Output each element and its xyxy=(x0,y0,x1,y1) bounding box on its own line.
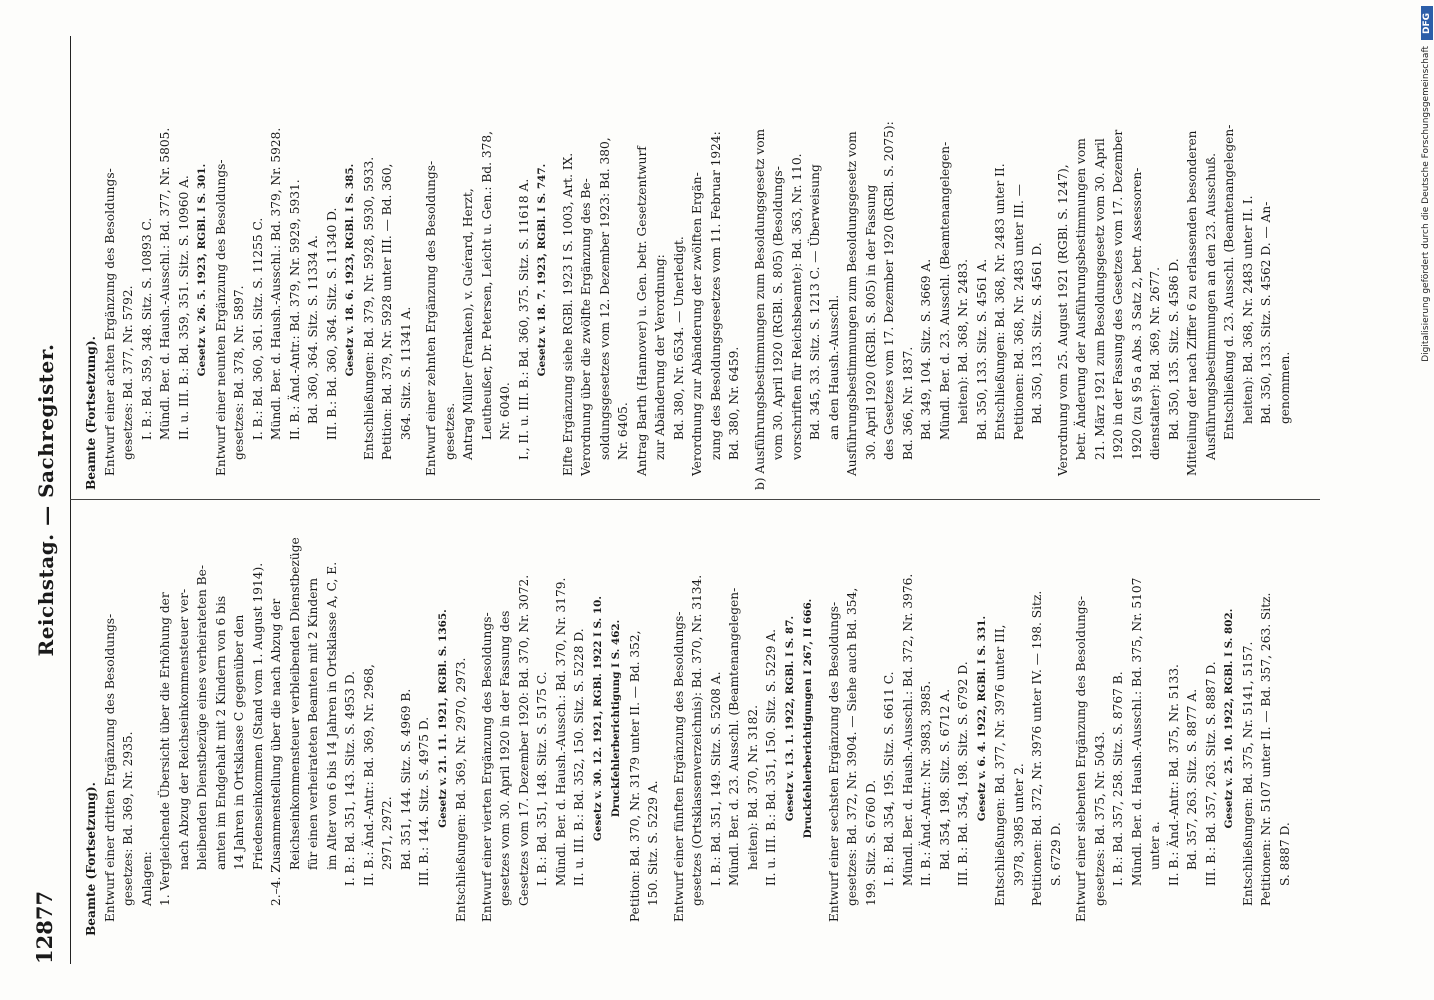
entry-line: I. B.: Bd. 351, 149. Sitz. S. 5208 A. xyxy=(708,671,723,886)
entry-line: gesetzes vom 30. April 1920 in der Fassung des xyxy=(498,610,512,906)
entry-line: Verordnung über die zwölfte Ergänzung des Be- xyxy=(579,178,593,476)
entry-line: Petitionen: Bd. 372, Nr. 3976 unter IV. — 198. Sitz. xyxy=(1030,590,1044,906)
entry-line: III. B.: Bd. 357, 263. Sitz. S. 8887 D. xyxy=(1203,661,1218,886)
entry-line: Bd. 354, 198. Sitz. S. 6712 A. xyxy=(937,688,952,870)
entry-line: Anlagen: xyxy=(139,851,154,906)
entry-line: I. B.: Bd. 351, 143. Sitz. S. 4953 D. xyxy=(343,671,357,886)
entry-line: Reichseinkommensteuer verbleibenden Dienstbezüge xyxy=(287,537,302,870)
entry-line: Entwurf einer sechsten Ergänzung des Besoldungs- xyxy=(826,601,841,922)
entry-line: 1. Vergleichende Übersicht über die Erhöhung der xyxy=(158,592,172,906)
entry-line: im Alter von 6 bis 14 Jahren in Ortsklasse A, C, E. xyxy=(324,561,339,870)
entry-line: Petition: Bd. 379, Nr. 5928 unter III. — Bd. 360, xyxy=(380,163,394,460)
entry-line: betr. Änderung der Ausführungsbestimmungen vom xyxy=(1074,138,1088,460)
entry-line: nach Abzug der Reichseinkommensteuer ver- xyxy=(176,588,191,870)
entry-line: Mündl. Ber. d. Haush.-Ausschl.: Bd. 375, Nr. 5107 xyxy=(1129,577,1144,886)
entry-line: II. u. III. B.: Bd. 352, 150. Sitz. S. 5228 D. xyxy=(572,628,586,886)
page-header xyxy=(28,36,68,964)
entry-line: II. B.: Änd.-Antr.: Bd. 379, Nr. 5929, 5931. xyxy=(287,179,302,440)
entry-line: Leutheußer, Dr. Petersen, Leicht u. Gen.: Bd. 378, xyxy=(479,131,494,440)
entry-line: Entschließung d. 23. Ausschl. (Beamtenangelegen- xyxy=(1222,124,1236,440)
entry-line: Bd. 350, 133. Sitz. S. 4562 D. — An- xyxy=(1259,201,1273,424)
entry-line: heiten): Bd. 368, Nr. 2483 unter II. I. xyxy=(1240,195,1255,424)
entry-line: Verordnung vom 25. August 1921 (RGBl. S. 1247), xyxy=(1055,164,1070,476)
entry-line: II. B.: Änd.-Antr.: Nr. 3983, 3985. xyxy=(919,680,933,886)
entry-line: Ausführungsbestimmungen an den 23. Ausschuß. xyxy=(1203,153,1218,460)
entry-line: b) Ausführungsbestimmungen zum Besoldungsgesetz vom xyxy=(752,128,767,490)
entry-line: III. B.: Bd. 354, 198. Sitz. S. 6792 D. xyxy=(956,661,970,886)
entry-line: gesetzes: Bd. 378, Nr. 5897. xyxy=(232,285,246,460)
entry-line: vorschriften für Reichsbeamte): Bd. 363, Nr. 110. xyxy=(789,153,804,460)
entry-line: Mündl. Ber. d. Haush.-Ausschl.: Bd. 377, Nr. 5805. xyxy=(158,127,172,440)
entry-line: 3978, 3985 unter 2. xyxy=(1011,763,1026,886)
entry-line: II. B.: Änd.-Antr.: Bd. 369, Nr. 2968, xyxy=(361,664,376,886)
entry-line: Entschließungen: Bd. 368, Nr. 2483 unter II. xyxy=(993,163,1007,440)
entry-line: gesetzes: Bd. 377, Nr. 5792. xyxy=(121,285,135,460)
entry-line: I., II. u. III. B.: Bd. 360, 375. Sitz. S. 11618 A. xyxy=(516,178,531,460)
entry-line: zung des Besoldungsgesetzes vom 11. Februar 1924: xyxy=(708,131,723,460)
entry-line: Mündl. Ber. d. 23. Ausschl. (Beamtenangelegen- xyxy=(937,141,952,440)
entry-line: 21. März 1921 zum Besoldungsgesetz vom 30. April xyxy=(1092,138,1107,460)
entry-line: Nr. 6405. xyxy=(616,402,630,460)
entry-line: heiten): Bd. 370, Nr. 3182. xyxy=(745,705,760,870)
entry-line: gesetzes (Ortsklassenverzeichnis): Bd. 370, Nr. 3134. xyxy=(690,574,704,906)
entry-line: 364. Sitz. S. 11341 A. xyxy=(398,306,413,440)
entry-line: Bd. 380, Nr. 6534. — Unerledigt. xyxy=(671,236,686,440)
entry-line: Mitteilung der nach Ziffer 6 zu erlassenden besonderen xyxy=(1185,130,1199,476)
law-reference: Gesetz v. 21. 11. 1921, RGBl. S. 1365. xyxy=(436,609,449,828)
funding-credit xyxy=(1421,6,1434,1000)
entry-line: 2971, 2972. xyxy=(380,796,394,870)
section-heading: Beamte (Fortsetzung). xyxy=(84,782,98,936)
entry-line: Entschließungen: Bd. 369, Nr. 2970, 2973. xyxy=(454,657,468,922)
funding-credit-text: Digitalisierung gefördert durch die Deutsche Forschungsgemeinschaft xyxy=(1421,46,1431,362)
entry-line: I. B.: Bd. 351, 148. Sitz. S. 5175 C. xyxy=(535,671,549,886)
entry-line: Mündl. Ber. d. Haush.-Ausschl.: Bd. 379, Nr. 5928. xyxy=(269,127,283,440)
entry-line: dienstalter): Bd. 369, Nr. 2677. xyxy=(1148,266,1162,460)
entry-line: Verordnung zur Abänderung der zwölften Ergän- xyxy=(690,172,704,476)
entry-line: Entwurf einer vierten Ergänzung des Besoldungs- xyxy=(479,612,494,922)
entry-line: S. 6729 D. xyxy=(1048,822,1063,886)
entry-line: Bd. 349, 104. Sitz. S. 3669 A. xyxy=(919,258,933,440)
entry-line: Petitionen: Bd. 368, Nr. 2483 unter III. — xyxy=(1011,184,1026,440)
law-reference: Gesetz v. 18. 6. 1923, RGBl. I S. 385. xyxy=(344,163,356,377)
entry-line: Entschließungen: Bd. 375, Nr. 5141, 5157. xyxy=(1240,641,1255,906)
entry-line: Bd. 380, Nr. 6459. xyxy=(727,346,741,460)
entry-line: gesetzes. xyxy=(442,402,457,460)
entry-line: Antrag Müller (Franken), v. Guérard, Herzt, xyxy=(461,188,475,460)
entry-line: 30. April 1920 (RGBl. S. 805) in der Fassung xyxy=(863,184,878,460)
entry-line: II. u. III. B.: Bd. 351, 150. Sitz. S. 5229 A. xyxy=(764,628,778,886)
entry-line: S. 8887 D. xyxy=(1277,822,1292,886)
entry-line: III. B.: 144. Sitz. S. 4975 D. xyxy=(417,716,431,886)
entry-line: unter a. xyxy=(1148,821,1162,870)
law-reference: Gesetz v. 13. 1. 1922, RGBl. I S. 87. xyxy=(783,615,796,822)
page-number: 12877 xyxy=(32,890,57,964)
entry-line: Bd. 366, Nr. 1837. xyxy=(900,346,915,460)
entry-line: III. B.: Bd. 360, 364. Sitz. S. 11340 D. xyxy=(324,207,339,440)
law-reference: Gesetz v. 26. 5. 1923, RGBl. I S. 301. xyxy=(196,163,208,377)
entry-line: 199. Sitz. S. 6760 D. xyxy=(863,779,878,906)
section-heading: Beamte (Fortsetzung). xyxy=(84,336,98,490)
law-reference: Gesetz v. 30. 12. 1921, RGBl. 1922 I S. 10. xyxy=(591,596,604,841)
entry-line: Friedenseinkommen (Stand vom 1. August 1914). xyxy=(250,562,265,870)
entry-line: 2.–4. Zusammenstellung über die nach Abzug der xyxy=(269,598,283,906)
entry-line: Mündl. Ber. d. Haush.-Aussch.: Bd. 370, Nr. 3179. xyxy=(553,577,568,886)
entry-line: Petitionen: Nr. 5107 unter II. — Bd. 357, 263. Sitz. xyxy=(1259,592,1273,906)
entry-line: zur Abänderung der Verordnung: xyxy=(653,254,667,460)
entry-line: für einen verheirateten Beamten mit 2 Kindern xyxy=(306,577,320,870)
entry-line: Petition: Bd. 370, Nr. 3179 unter II. — Bd. 352, xyxy=(627,630,642,922)
entry-line: Bd. 350, 133. Sitz. S. 4561 A. xyxy=(974,258,989,440)
entry-line: II. B.: Änd.-Antr.: Bd. 375, Nr. 5133. xyxy=(1166,664,1181,886)
law-reference: Druckfehlerberichtigung I S. 462. xyxy=(610,619,622,818)
entry-line: I. B.: Bd. 354, 195. Sitz. S. 6611 C. xyxy=(882,671,896,886)
entry-line: Bd. 351, 144. Sitz. S. 4969 B. xyxy=(398,688,413,870)
header-rule xyxy=(70,36,71,964)
entry-line: I. B.: Bd. 360, 361. Sitz. S. 11255 C. xyxy=(250,217,265,440)
entry-line: des Gesetzes vom 17. Dezember 1920 (RGBl. S. 2075): xyxy=(882,121,896,460)
entry-line: I. B.: Bd. 359, 348. Sitz. S. 10893 C. xyxy=(139,217,154,440)
entry-line: bleibenden Dienstbezüge eines verheirateten Be- xyxy=(195,565,209,870)
entry-line: Ausführungsbestimmungen zum Besoldungsgesetz vom xyxy=(845,131,859,476)
entry-line: Mündl. Ber. d. Haush.-Ausschl.: Bd. 372, Nr. 3976. xyxy=(900,573,915,886)
entry-line: Antrag Barth (Hannover) u. Gen. betr. Gesetzentwurf xyxy=(634,146,649,476)
entry-line: gesetzes: Bd. 372, Nr. 3904. — Siehe auch Bd. 354, xyxy=(845,587,859,906)
law-reference: Druckfehlerberichtigungen I 267, II 666. xyxy=(802,598,814,839)
entry-line: Bd. 345, 33. Sitz. S. 1213 C. — Überweisung xyxy=(808,164,822,440)
entry-line: gesetzes: Bd. 369, Nr. 2935. xyxy=(121,731,135,906)
entry-line: 1920 (zu § 95 a Abs. 3 Satz 2, betr. Assessoren- xyxy=(1129,167,1144,460)
right-column xyxy=(82,50,1312,490)
entry-line: Entschließungen: Bd. 379, Nr. 5928, 5930, 5933. xyxy=(361,156,376,460)
entry-line: I. B.: Bd. 357, 258. Sitz. S. 8767 B. xyxy=(1111,671,1125,886)
running-head: Reichstag. — Sachregister. xyxy=(34,343,58,657)
entry-line: Entwurf einer siebenten Ergänzung des Besoldungs- xyxy=(1074,596,1088,922)
law-reference: Gesetz v. 6. 4. 1922, RGBl. I S. 331. xyxy=(975,615,988,822)
entry-line: Entwurf einer zehnten Ergänzung des Besoldungs- xyxy=(424,160,438,476)
entry-line: Entwurf einer fünften Ergänzung des Besoldungs- xyxy=(671,611,686,922)
entry-line: genommen. xyxy=(1277,351,1292,424)
entry-line: Entwurf einer achten Ergänzung des Besoldungs- xyxy=(102,168,117,476)
column-divider xyxy=(70,499,1320,500)
entry-line: 1920 in der Fassung des Gesetzes vom 17. Dezember xyxy=(1111,129,1125,460)
entry-line: vom 30. April 1920 (RGBl. S. 805) (Besoldungs- xyxy=(771,166,785,460)
entry-line: soldungsgesetzes vom 12. Dezember 1923: Bd. 380, xyxy=(597,137,612,460)
entry-line: Bd. 350, 133. Sitz. S. 4561 D. xyxy=(1030,242,1044,424)
entry-line: Nr. 6040. xyxy=(498,382,512,440)
left-column xyxy=(82,501,1312,936)
entry-line: Elfte Ergänzung siehe RGBl. 1923 I S. 1003, Art. IX. xyxy=(560,152,575,476)
law-reference: Gesetz v. 25. 10. 1922, RGBl. I S. 802. xyxy=(1223,608,1235,829)
entry-line: Bd. 360, 364. Sitz. S. 11334 A. xyxy=(306,235,320,424)
entry-line: Entwurf einer neunten Ergänzung des Besoldungs- xyxy=(213,159,228,476)
entry-line: gesetzes: Bd. 375, Nr. 5043. xyxy=(1092,731,1107,906)
entry-line: Mündl. Ber. d. 23. Ausschl. (Beamtenangelegen- xyxy=(727,587,741,886)
entry-line: Bd. 350, 135. Sitz. S. 4586 D. xyxy=(1166,258,1181,440)
law-reference: Gesetz v. 18. 7. 1923, RGBl. I S. 747. xyxy=(536,163,548,377)
entry-line: Entschließungen: Bd. 377, Nr. 3976 unter III, xyxy=(993,624,1007,906)
dfg-logo: DFG xyxy=(1421,6,1433,40)
entry-line: Entwurf einer dritten Ergänzung des Besoldungs- xyxy=(102,613,117,922)
entry-line: II. u. III. B.: Bd. 359, 351. Sitz. S. 10960 A. xyxy=(176,175,191,440)
entry-line: amten im Endgehalt mit 2 Kindern von 6 bis xyxy=(213,595,228,870)
entry-line: Bd. 357, 263. Sitz. S. 8877 A. xyxy=(1185,688,1199,870)
entry-line: 150. Sitz. S. 5229 A. xyxy=(646,780,660,906)
entry-line: heiten): Bd. 368, Nr. 2483. xyxy=(956,259,970,424)
entry-line: Gesetzes vom 17. Dezember 1920: Bd. 370, Nr. 3072. xyxy=(516,574,531,906)
entry-line: 14 Jahren in Ortsklasse C gegenüber den xyxy=(232,614,246,870)
entry-line: an den Haush.-Ausschl. xyxy=(826,294,841,440)
